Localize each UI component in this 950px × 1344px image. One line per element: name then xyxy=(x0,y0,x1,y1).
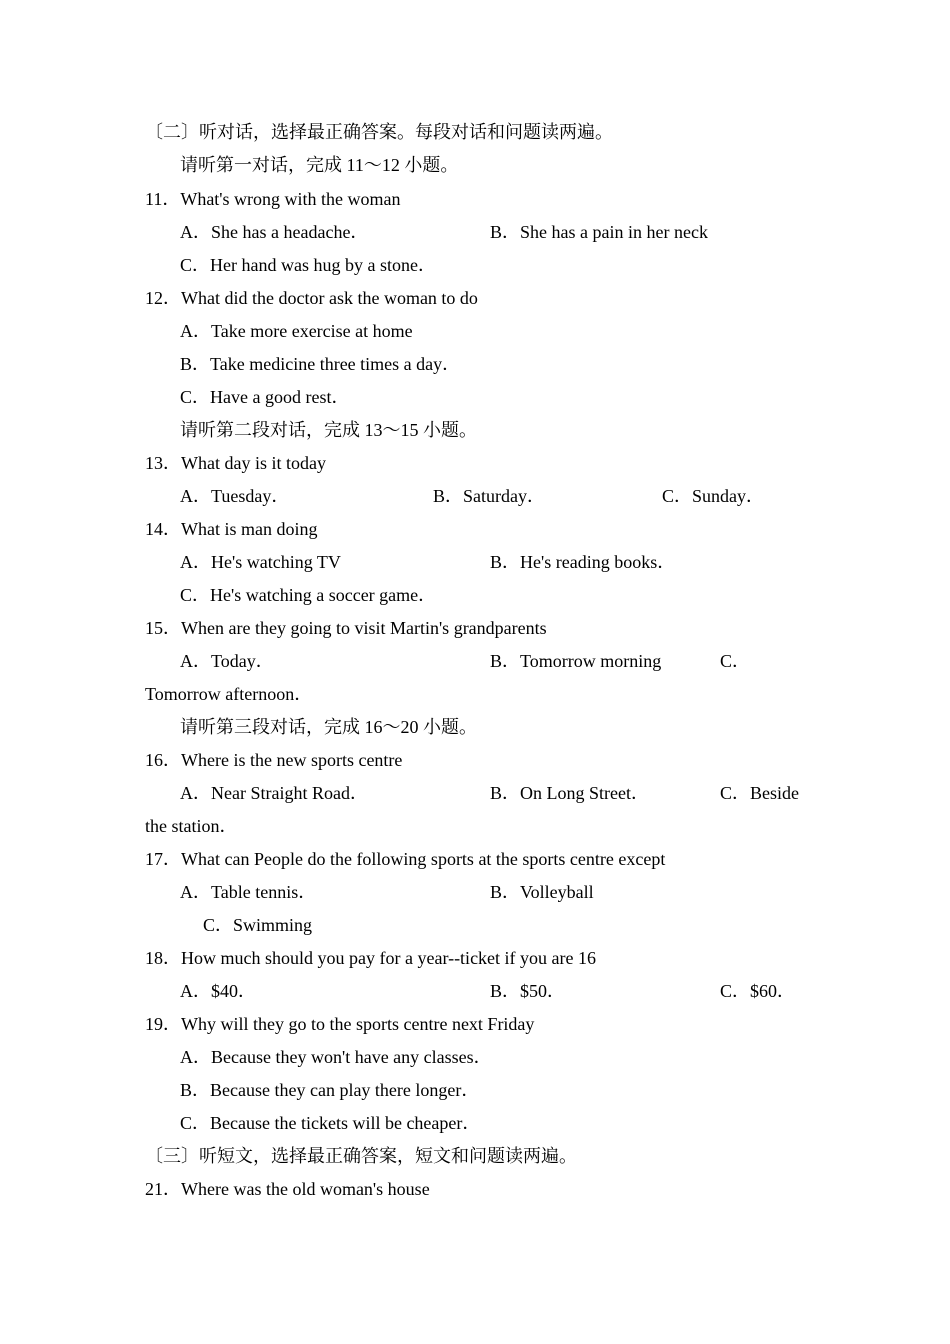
q15-option-c-label: C． xyxy=(720,651,751,671)
question-18: 18．How much should you pay for a year--ticket if you are 16 xyxy=(145,948,597,968)
question-12: 12．What did the doctor ask the woman to do xyxy=(145,288,478,308)
q19-option-a: A．Because they won't have any classes． xyxy=(180,1047,492,1067)
q11-option-a: A．She has a headache． xyxy=(180,222,369,242)
q18-option-a: A．$40． xyxy=(180,981,256,1001)
q13-option-c: C．Sunday． xyxy=(662,486,765,506)
section-2-heading: 〔二〕听对话，选择最正确答案。每段对话和问题读两遍。 xyxy=(145,122,613,142)
question-14: 14．What is man doing xyxy=(145,519,318,539)
question-13: 13．What day is it today xyxy=(145,453,326,473)
q12-option-a: A．Take more exercise at home xyxy=(180,321,413,341)
q12-option-c: C．Have a good rest． xyxy=(180,387,350,407)
q14-option-b: B．He's reading books． xyxy=(490,552,676,572)
q18-option-c: C．$60． xyxy=(720,981,796,1001)
question-11: 11．What's wrong with the woman xyxy=(145,189,401,209)
q11-option-c: C．Her hand was hug by a stone． xyxy=(180,255,436,275)
q16-option-c-text: the station． xyxy=(145,816,238,836)
question-16: 16．Where is the new sports centre xyxy=(145,750,403,770)
q16-option-a: A．Near Straight Road． xyxy=(180,783,368,803)
q17-option-b: B．Volleyball xyxy=(490,882,594,902)
q16-option-c-label: C．Beside xyxy=(720,783,799,803)
question-19: 19．Why will they go to the sports centre next Friday xyxy=(145,1014,535,1034)
q15-option-c-text: Tomorrow afternoon． xyxy=(145,684,313,704)
q19-option-c: C．Because the tickets will be cheaper． xyxy=(180,1113,481,1133)
q16-option-b: B．On Long Street． xyxy=(490,783,649,803)
section-3-heading: 〔三〕听短文，选择最正确答案，短文和问题读两遍。 xyxy=(145,1146,577,1166)
dialogue-2-intro: 请听第二段对话，完成 13～15 小题。 xyxy=(180,420,477,440)
q17-option-c: C．Swimming xyxy=(203,915,313,935)
q11-option-b: B．She has a pain in her neck xyxy=(490,222,708,242)
q15-option-b: B．Tomorrow morning xyxy=(490,651,662,671)
q15-option-a: A．Today． xyxy=(180,651,274,671)
question-21: 21．Where was the old woman's house xyxy=(145,1179,430,1199)
q12-option-b: B．Take medicine three times a day． xyxy=(180,354,461,374)
q13-option-b: B．Saturday． xyxy=(433,486,545,506)
dialogue-1-intro: 请听第一对话，完成 11～12 小题。 xyxy=(180,155,459,175)
q17-option-a: A．Table tennis． xyxy=(180,882,317,902)
q19-option-b: B．Because they can play there longer． xyxy=(180,1080,480,1100)
q14-option-a: A．He's watching TV xyxy=(180,552,341,572)
q18-option-b: B．$50． xyxy=(490,981,566,1001)
question-17: 17．What can People do the following sports at the sports centre except xyxy=(145,849,666,869)
question-15: 15．When are they going to visit Martin's grandparents xyxy=(145,618,547,638)
q14-option-c: C．He's watching a soccer game． xyxy=(180,585,437,605)
q13-option-a: A．Tuesday． xyxy=(180,486,290,506)
dialogue-3-intro: 请听第三段对话，完成 16～20 小题。 xyxy=(180,717,477,737)
